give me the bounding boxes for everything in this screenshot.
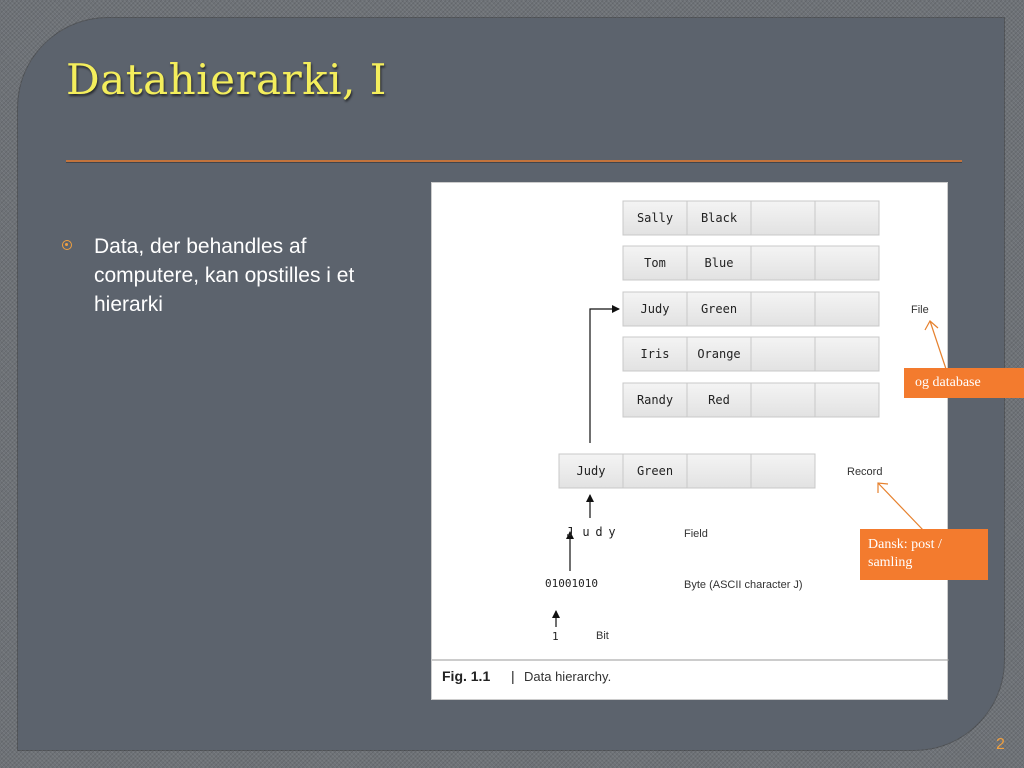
caption-text: Data hierarchy. <box>524 669 612 684</box>
file-record-field-text: Judy <box>640 302 670 316</box>
file-record-field-text: Orange <box>697 347 741 361</box>
database-callout: og database <box>904 368 1024 398</box>
record-field-text: Judy <box>576 464 606 478</box>
field-label: Field <box>684 528 708 540</box>
file-record-field-text: Sally <box>636 211 674 225</box>
byte-value: 01001010 <box>545 577 598 590</box>
record-to-file-arrow <box>590 309 619 443</box>
record-label: Record <box>847 466 883 478</box>
slide-title: Datahierarki, I <box>66 55 387 104</box>
field-char: d <box>595 525 603 539</box>
file-record-field-text: Red <box>708 393 730 407</box>
record-dansk-callout: Dansk: post / samling <box>860 529 988 580</box>
data-hierarchy-diagram <box>432 183 949 701</box>
record-field-text: Green <box>636 464 674 478</box>
file-record-field-text: Iris <box>640 347 670 361</box>
file-record-cell <box>751 383 815 417</box>
caption-number: Fig. 1.1 <box>442 668 491 684</box>
data-hierarchy-figure <box>431 182 948 700</box>
file-record-field-text: Green <box>700 302 738 316</box>
record-cell <box>751 454 815 488</box>
file-record-cell <box>815 201 879 235</box>
file-record-field-text: Blue <box>704 256 734 270</box>
title-underline <box>66 160 962 162</box>
bit-label: Bit <box>596 630 609 642</box>
file-record-cell <box>751 246 815 280</box>
bit-value: 1 <box>552 630 559 643</box>
file-record-field-text: Randy <box>636 393 674 407</box>
caption-separator: | <box>511 668 515 684</box>
file-record-cell <box>751 337 815 371</box>
bullet-circle-icon <box>62 240 72 250</box>
file-record-cell <box>751 292 815 326</box>
field-char: y <box>608 525 616 539</box>
record-cell <box>687 454 751 488</box>
file-record-field-text: Tom <box>644 256 666 270</box>
file-record-field-text: Black <box>700 211 738 225</box>
file-record-cell <box>815 246 879 280</box>
file-label: File <box>911 304 929 316</box>
file-record-cell <box>751 201 815 235</box>
callout-pointers <box>878 321 946 531</box>
file-record-cell <box>815 337 879 371</box>
byte-label: Byte (ASCII character J) <box>684 579 803 591</box>
field-chars <box>566 525 615 539</box>
field-char: J <box>566 525 574 539</box>
field-char: u <box>582 525 590 539</box>
file-record-cell <box>815 383 879 417</box>
file-record-cell <box>815 292 879 326</box>
bullet-text: Data, der behandles af computere, kan opstilles i et hierarki <box>94 235 355 316</box>
page-number: 2 <box>996 736 1005 753</box>
record-cells <box>559 201 879 488</box>
